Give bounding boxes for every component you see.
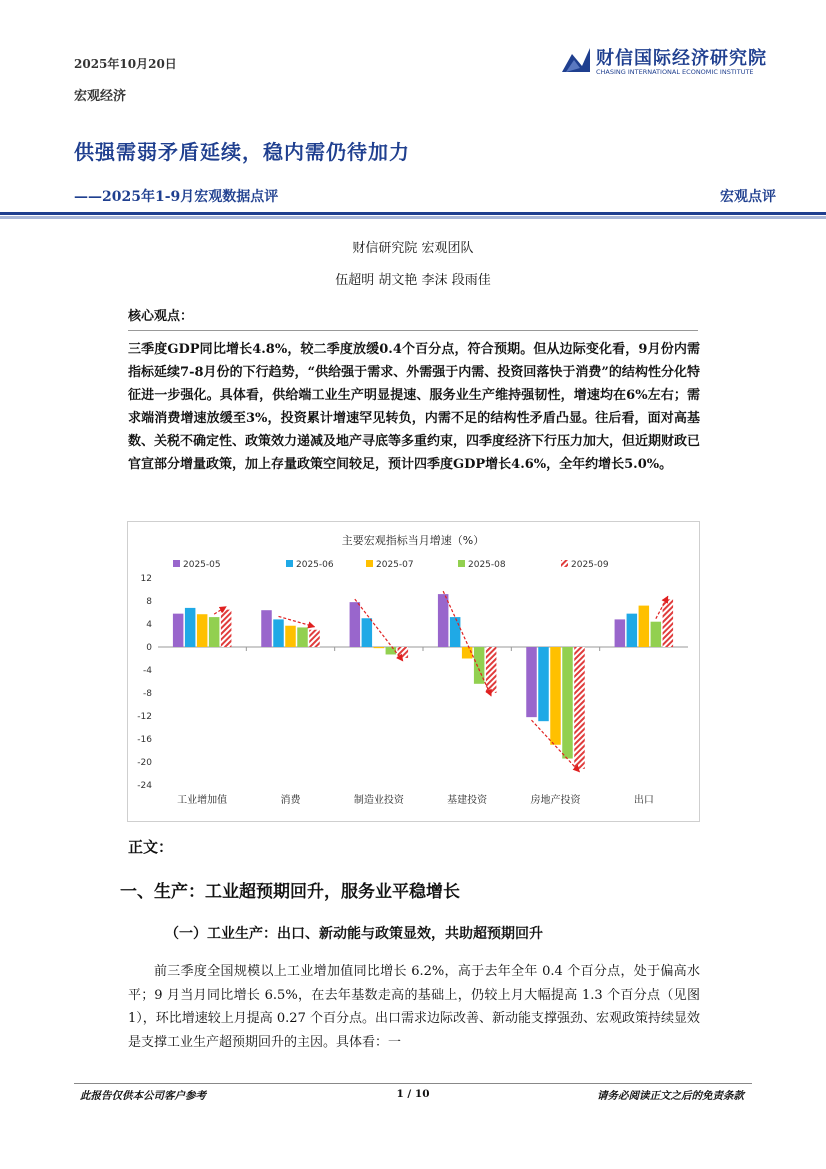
- y-tick-label: -16: [137, 735, 152, 745]
- bar-2025-06: [273, 619, 284, 647]
- document-type: 宏观点评: [720, 189, 776, 205]
- header-divider-light: [0, 216, 826, 219]
- macro-indicators-chart: [127, 521, 700, 822]
- bar-2025-09: [486, 647, 497, 693]
- legend-swatch-2025-09: [561, 560, 568, 567]
- core-view-text: 三季度GDP同比增长4.8%，较二季度放缓0.4个百分点，符合预期。但从边际变化看，9月份内需指标延续7-8月份的下行趋势，“供给强于需求、外需强于内需、投资回落快于消费”的结构性分化特征进一步强化。具体看，供给端工业生产明显提速、服务业生产维持强韧性，增速均在6%左右；需求端消费增速放缓至3%，投资累计增速罕见转负，内需不足的结构性矛盾凸显。往后看，面对高基数、关税不确定性、政策效力递减及地产寻底等多重约束，四季度经济下行压力加大，但近期财政已官宣部分增量政策，加上存量政策空间较足，预计四季度GDP增长4.6%，全年约增长5.0%。: [128, 342, 701, 472]
- legend-label-2025-05: 2025-05: [183, 560, 221, 570]
- trend-arrow: [279, 616, 315, 626]
- y-tick-label: -8: [143, 689, 152, 699]
- bar-2025-05: [173, 614, 184, 647]
- category-label: 出口: [633, 795, 654, 806]
- bar-2025-08: [651, 622, 662, 647]
- legend-label-2025-07: 2025-07: [376, 560, 414, 570]
- legend-swatch-2025-06: [286, 560, 293, 567]
- institute-logo: [560, 44, 790, 80]
- category-label: 房地产投资: [530, 795, 581, 806]
- chart-title: 主要宏观指标当月增速（%）: [341, 534, 485, 547]
- logo-mark-icon: [560, 44, 592, 76]
- bar-2025-08: [562, 647, 573, 759]
- report-title: 供强需弱矛盾延续，稳内需仍待加力: [74, 140, 410, 164]
- bar-2025-07: [197, 614, 208, 647]
- bar-2025-07: [550, 647, 561, 745]
- core-view-label: 核心观点：: [128, 309, 194, 324]
- y-tick-label: 4: [146, 620, 152, 630]
- section-tag: 宏观经济: [74, 89, 127, 104]
- legend-swatch-2025-05: [173, 560, 180, 567]
- body-paragraph: 前三季度全国规模以上工业增加值同比增长 6.2%，高于去年全年 0.4 个百分点，处于偏高水平；9 月当月同比增长 6.5%，在去年基数走高的基础上，仍较上月大幅提高 1.3 个百分点（见图 1），环比增速较上月提高 0.27 个百分点。出口需求边际改善、新动能支撑强劲、宏观政策持续显效是支撑工业生产超预期回升的主因。具体看：一: [128, 964, 700, 1050]
- footer-disclaimer: 此报告仅供本公司客户参考: [80, 1090, 206, 1102]
- category-label: 基建投资: [447, 795, 488, 806]
- bar-2025-08: [209, 617, 220, 647]
- y-tick-label: -20: [137, 758, 152, 768]
- legend-label-2025-09: 2025-09: [571, 560, 609, 570]
- report-subtitle: ——2025年1-9月宏观数据点评: [74, 189, 279, 205]
- y-tick-label: -24: [137, 781, 152, 791]
- y-tick-label: 8: [146, 597, 152, 607]
- bar-2025-06: [538, 647, 549, 721]
- chart-canvas: [128, 522, 699, 821]
- footer-terms-note: 请务必阅读正文之后的免责条款: [597, 1090, 744, 1102]
- bar-2025-09: [221, 610, 232, 647]
- bar-2025-09: [309, 630, 320, 647]
- bar-2025-06: [627, 614, 638, 647]
- bar-2025-05: [438, 594, 449, 647]
- bar-2025-05: [615, 619, 626, 647]
- y-tick-label: 12: [140, 574, 152, 584]
- category-label: 工业增加值: [177, 795, 228, 806]
- bar-2025-09: [663, 599, 674, 647]
- legend-label-2025-08: 2025-08: [468, 560, 506, 570]
- institute-team: 财信研究院 宏观团队: [352, 241, 474, 256]
- footer-divider: [74, 1083, 752, 1084]
- y-tick-label: -4: [143, 666, 152, 676]
- category-label: 消费: [280, 795, 301, 806]
- bar-2025-06: [362, 618, 373, 647]
- header-divider: [0, 212, 826, 215]
- report-date: 2025年10月20日: [74, 57, 177, 71]
- legend-label-2025-06: 2025-06: [296, 560, 334, 570]
- logo-text-cn: 财信国际经济研究院: [596, 48, 767, 69]
- bar-2025-09: [574, 647, 585, 769]
- category-label: 制造业投资: [353, 795, 404, 806]
- y-tick-label: 0: [146, 643, 152, 653]
- logo-text-en: CHASING INTERNATIONAL ECONOMIC INSTITUTE: [596, 68, 754, 76]
- section-heading-1: 一、生产：工业超预期回升，服务业平稳增长: [120, 882, 460, 902]
- bar-2025-08: [297, 627, 308, 647]
- bar-2025-05: [350, 602, 361, 647]
- authors: 伍超明 胡文艳 李沫 段雨佳: [335, 273, 491, 288]
- subsection-heading-1: （一）工业生产：出口、新动能与政策显效，共助超预期回升: [165, 926, 543, 942]
- bar-2025-07: [285, 626, 296, 647]
- bar-2025-07: [639, 606, 650, 647]
- bar-2025-07: [374, 647, 385, 648]
- body-label: 正文：: [128, 838, 174, 856]
- legend-swatch-2025-07: [366, 560, 373, 567]
- bar-2025-06: [450, 617, 461, 647]
- bar-2025-05: [526, 647, 537, 717]
- bar-2025-06: [185, 608, 196, 647]
- core-view-divider: [128, 330, 698, 331]
- y-tick-label: -12: [137, 712, 152, 722]
- legend-swatch-2025-08: [458, 560, 465, 567]
- bar-2025-05: [261, 610, 272, 647]
- page-number: 1 / 10: [396, 1088, 430, 1100]
